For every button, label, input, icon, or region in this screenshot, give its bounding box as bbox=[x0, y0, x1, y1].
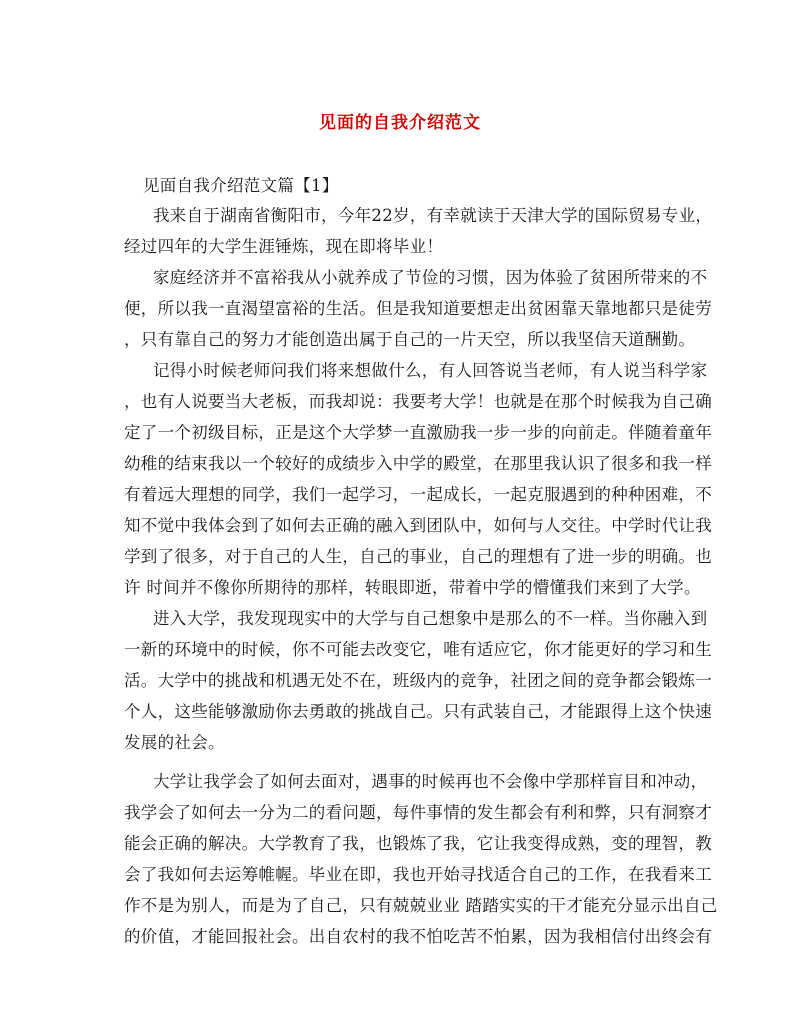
paragraph-line: 大学让我学会了如何去面对，遇事的时候再也不会像中学那样盲目和冲动， bbox=[153, 772, 708, 791]
paragraph-line: 便，所以我一直渴望富裕的生活。但是我知道要想走出贫困靠天靠地都只是徒劳 bbox=[124, 299, 712, 318]
paragraph-line: 活。大学中的挑战和机遇无处不在，班级内的竞争，社团之间的竞争都会锻炼一 bbox=[124, 671, 712, 690]
paragraph-line: 记得小时候老师问我们将来想做什么，有人回答说当老师，有人说当科学家 bbox=[153, 361, 708, 380]
section-heading: 见面自我介绍范文篇【1】 bbox=[143, 176, 339, 195]
paragraph-line: 学到了很多，对于自己的人生，自己的事业，自己的理想有了进一步的明确。也 bbox=[124, 547, 712, 566]
paragraph-line: 作不是为别人，而是为了自己，只有兢兢业业 踏踏实实的干才能充分显示出自己 bbox=[124, 896, 718, 915]
paragraph-line: 发展的社会。 bbox=[124, 733, 225, 752]
paragraph-line: 定了一个初级目标，正是这个大学梦一直激励我一步一步的向前走。伴随着童年 bbox=[124, 423, 712, 442]
paragraph-line: 能会正确的解决。大学教育了我，也锻炼了我，它让我变得成熟，变的理智，教 bbox=[124, 834, 712, 853]
paragraph-line: 个人，这些能够激励你去勇敢的挑战自己。只有武装自己，才能跟得上这个快速 bbox=[124, 702, 712, 721]
paragraph-line: 进入大学，我发现现实中的大学与自己想象中是那么的不一样。当你融入到 bbox=[153, 609, 708, 628]
paragraph-line: 家庭经济并不富裕我从小就养成了节俭的习惯，因为体验了贫困所带来的不 bbox=[153, 268, 708, 287]
paragraph-line: 知不觉中我体会到了如何去正确的融入到团队中，如何与人交往。中学时代让我 bbox=[124, 516, 712, 535]
paragraph-line: 会了我如何去运筹帷幄。毕业在即，我也开始寻找适合自己的工作，在我看来工 bbox=[124, 865, 712, 884]
paragraph-line: 经过四年的大学生涯锤炼，现在即将毕业！ bbox=[124, 237, 444, 256]
paragraph-line: 一新的环境中的时候，你不可能去改变它，唯有适应它，你才能更好的学习和生 bbox=[124, 640, 712, 659]
paragraph-line: 的价值，才能回报社会。出自农村的我不怕吃苦不怕累，因为我相信付出终会有 bbox=[124, 927, 712, 946]
paragraph-line: 我学会了如何去一分为二的看问题，每件事情的发生都会有利和弊，只有洞察才 bbox=[124, 803, 712, 822]
document-title: 见面的自我介绍范文 bbox=[319, 113, 481, 133]
paragraph-line: ，只有靠自己的努力才能创造出属于自己的一片天空，所以我坚信天道酬勤。 bbox=[124, 330, 696, 349]
paragraph-line: 我来自于湖南省衡阳市，今年22岁，有幸就读于天津大学的国际贸易专业， bbox=[153, 206, 713, 225]
paragraph-line: 有着远大理想的同学，我们一起学习，一起成长，一起克服遇到的种种困难，不 bbox=[124, 485, 712, 504]
paragraph-line: ，也有人说要当大老板，而我却说：我要考大学！也就是在那个时候我为自己确 bbox=[124, 392, 712, 411]
paragraph-line: 幼稚的结束我以一个较好的成绩步入中学的殿堂，在那里我认识了很多和我一样 bbox=[124, 454, 712, 473]
paragraph-line: 许 时间并不像你所期待的那样，转眼即逝，带着中学的懵懂我们来到了大学。 bbox=[124, 578, 701, 597]
